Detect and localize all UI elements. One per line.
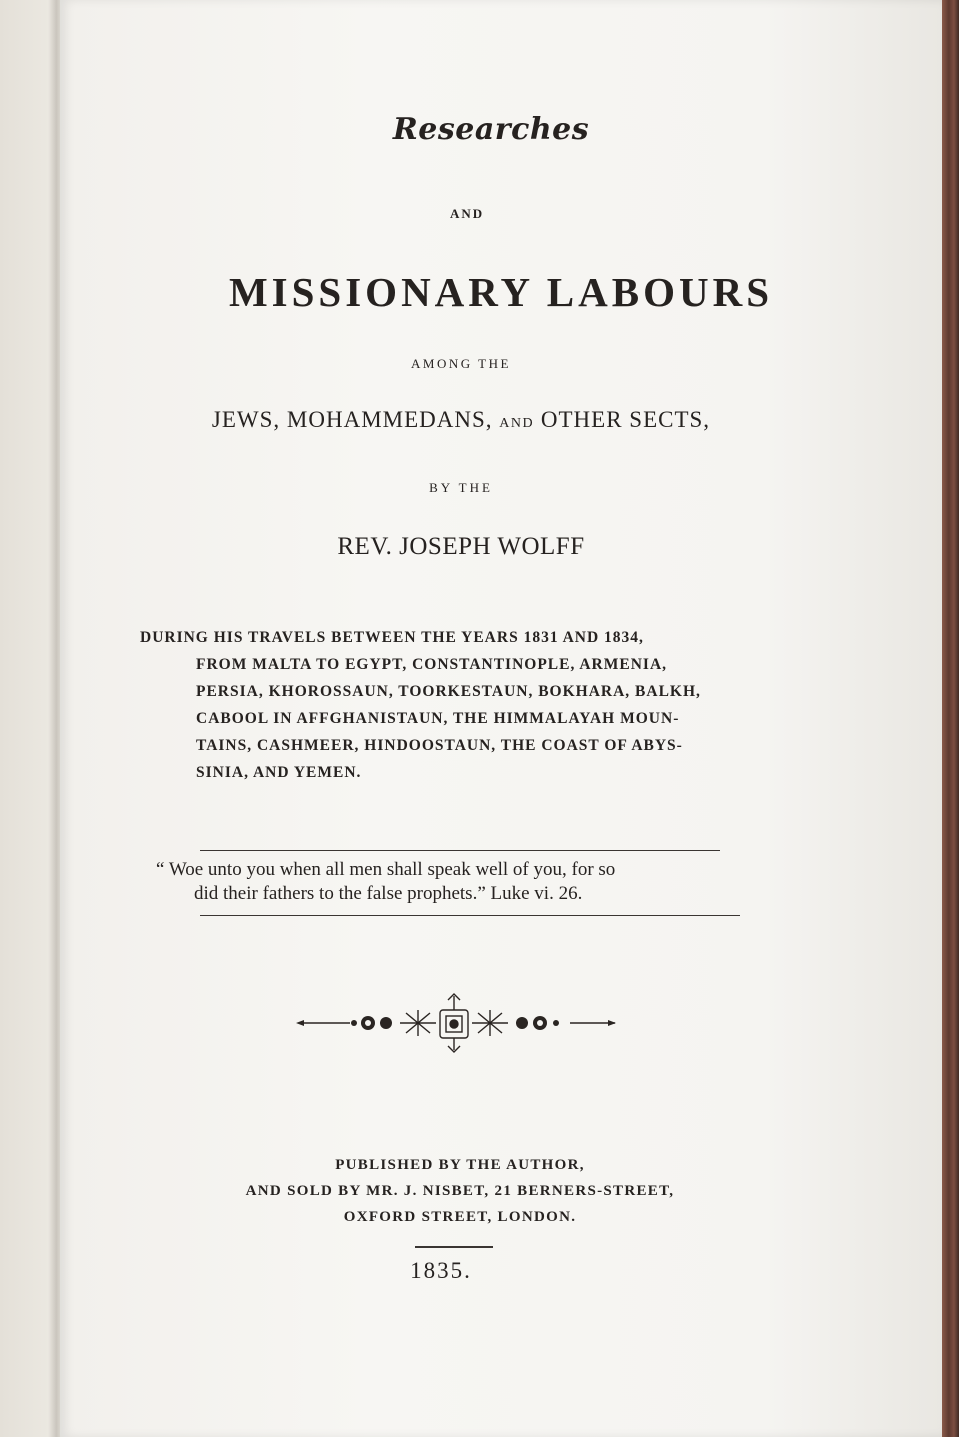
travels-line: TAINS, CASHMEER, HINDOOSTAUN, THE COAST OF ABYS- [196, 737, 683, 754]
main-title: MISSIONARY LABOURS [228, 269, 774, 315]
title-and: AND [450, 206, 485, 221]
book-cover-edge [942, 0, 959, 1437]
travels-line: CABOOL IN AFFGHANISTAUN, THE HIMMALAYAH MOUN- [196, 710, 680, 727]
among-the: AMONG THE [411, 356, 511, 371]
publisher-imprint [180, 1152, 740, 1230]
by-the: BY THE [429, 480, 493, 495]
quote-rule-bottom [200, 915, 740, 916]
sects-line [160, 407, 762, 433]
sects-and: AND [499, 416, 535, 431]
sects-part1: JEWS, MOHAMMEDANS, [211, 407, 493, 432]
year-rule [415, 1246, 493, 1248]
printers-ornament [290, 988, 630, 1058]
epigraph-quote [156, 858, 776, 906]
travels-line: FROM MALTA TO EGYPT, CONSTANTINOPLE, ARMENIA, [196, 656, 668, 673]
quote-rule-top [200, 850, 720, 851]
publisher-line: PUBLISHED BY THE AUTHOR, [335, 1157, 585, 1173]
publication-year: 1835. [410, 1258, 472, 1283]
title-researches: Researches [392, 112, 590, 147]
publisher-line: OXFORD STREET, LONDON. [343, 1209, 577, 1225]
author-name: REV. JOSEPH WOLFF [337, 533, 585, 560]
quote-line: did their fathers to the false prophets.” Luke vi. 26. [194, 883, 583, 904]
title-page [60, 0, 942, 1437]
travels-description [140, 624, 780, 786]
travels-line: SINIA, AND YEMEN. [196, 764, 362, 781]
quote-line: “ Woe unto you when all men shall speak well of you, for so [156, 859, 616, 880]
travels-line: DURING HIS TRAVELS BETWEEN THE YEARS 1831 AND 1834, [140, 629, 644, 646]
travels-line: PERSIA, KHOROSSAUN, TOORKESTAUN, BOKHARA, BALKH, [196, 683, 701, 700]
sects-part2: OTHER SECTS, [540, 407, 711, 432]
publisher-line: AND SOLD BY MR. J. NISBET, 21 BERNERS-STREET, [245, 1183, 675, 1199]
